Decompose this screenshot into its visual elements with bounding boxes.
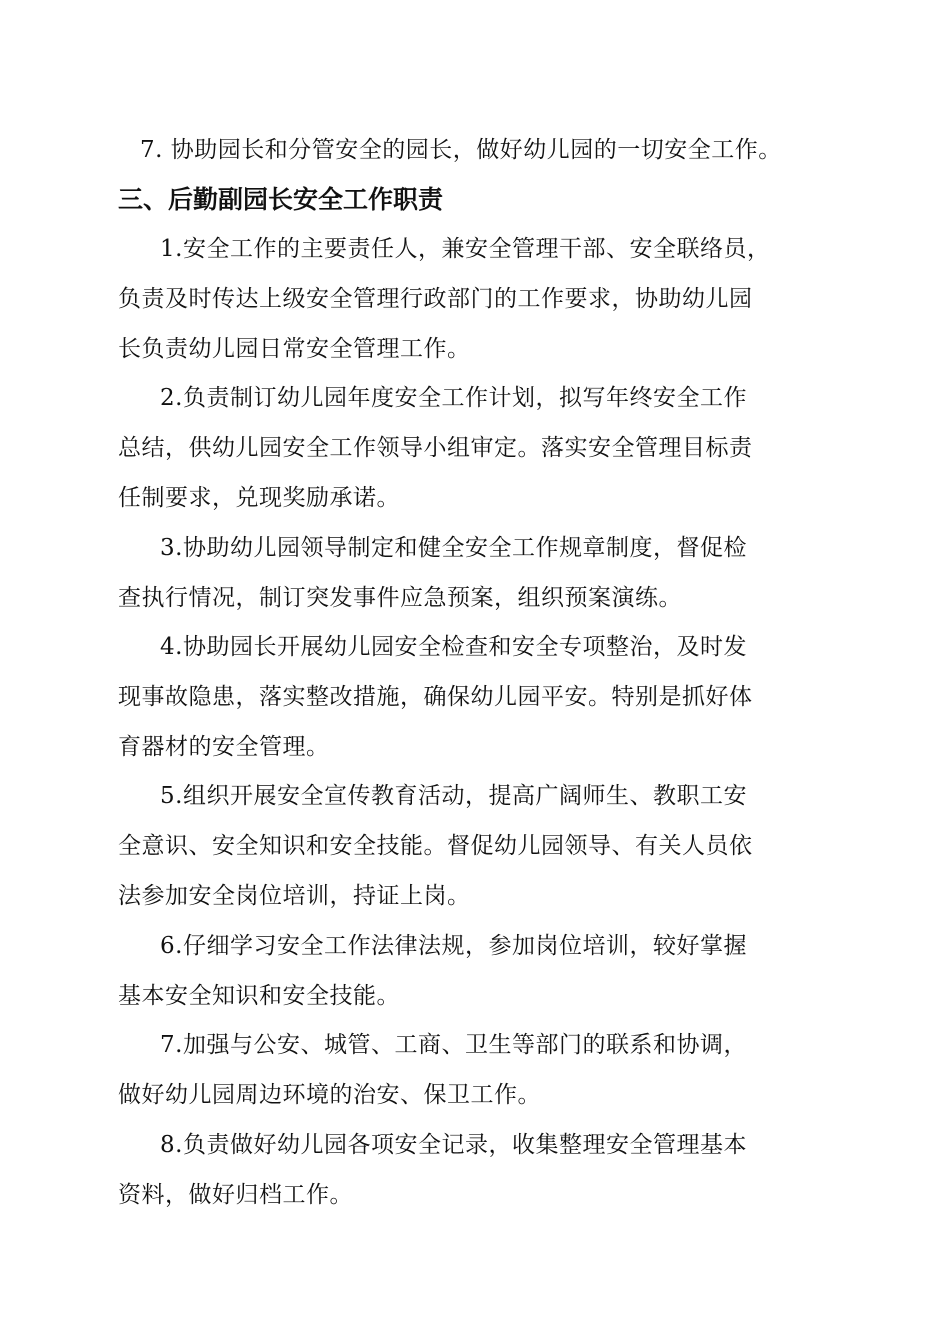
intro-item: 7. 协助园长和分管安全的园长，做好幼儿园的一切安全工作。 <box>140 137 782 163</box>
item-1-line-1: 1.安全工作的主要责任人，兼安全管理干部、安全联络员， <box>160 236 771 262</box>
item-7-line-1: 7.加强与公安、城管、工商、卫生等部门的联系和协调， <box>160 1032 747 1058</box>
item-2-line-1: 2.负责制订幼儿园年度安全工作计划，拟写年终安全工作 <box>160 385 747 411</box>
item-5-line-1: 5.组织开展安全宣传教育活动，提高广阔师生、教职工安 <box>160 783 747 809</box>
item-1-line-2: 负责及时传达上级安全管理行政部门的工作要求，协助幼儿园 <box>118 286 753 312</box>
item-6-line-2: 基本安全知识和安全技能。 <box>118 983 400 1009</box>
item-6-line-1: 6.仔细学习安全工作法律法规，参加岗位培训，较好掌握 <box>160 933 747 959</box>
item-3-line-2: 查执行情况，制订突发事件应急预案，组织预案演练。 <box>118 585 682 611</box>
item-7-line-2: 做好幼儿园周边环境的治安、保卫工作。 <box>118 1082 541 1108</box>
item-5-line-3: 法参加安全岗位培训，持证上岗。 <box>118 883 471 909</box>
item-3-line-1: 3.协助幼儿园领导制定和健全安全工作规章制度，督促检 <box>160 535 747 561</box>
item-2-line-2: 总结，供幼儿园安全工作领导小组审定。落实安全管理目标责 <box>118 435 753 461</box>
item-5-line-2: 全意识、安全知识和安全技能。督促幼儿园领导、有关人员依 <box>118 833 753 859</box>
item-8-line-1: 8.负责做好幼儿园各项安全记录，收集整理安全管理基本 <box>160 1132 747 1158</box>
item-4-line-3: 育器材的安全管理。 <box>118 734 330 760</box>
item-4-line-2: 现事故隐患，落实整改措施，确保幼儿园平安。特别是抓好体 <box>118 684 753 710</box>
item-1-line-3: 长负责幼儿园日常安全管理工作。 <box>118 336 471 362</box>
item-2-line-3: 任制要求，兑现奖励承诺。 <box>118 485 400 511</box>
item-8-line-2: 资料，做好归档工作。 <box>118 1182 353 1208</box>
item-4-line-1: 4.协助园长开展幼儿园安全检查和安全专项整治，及时发 <box>160 634 747 660</box>
section-heading: 三、后勤副园长安全工作职责 <box>118 185 444 214</box>
